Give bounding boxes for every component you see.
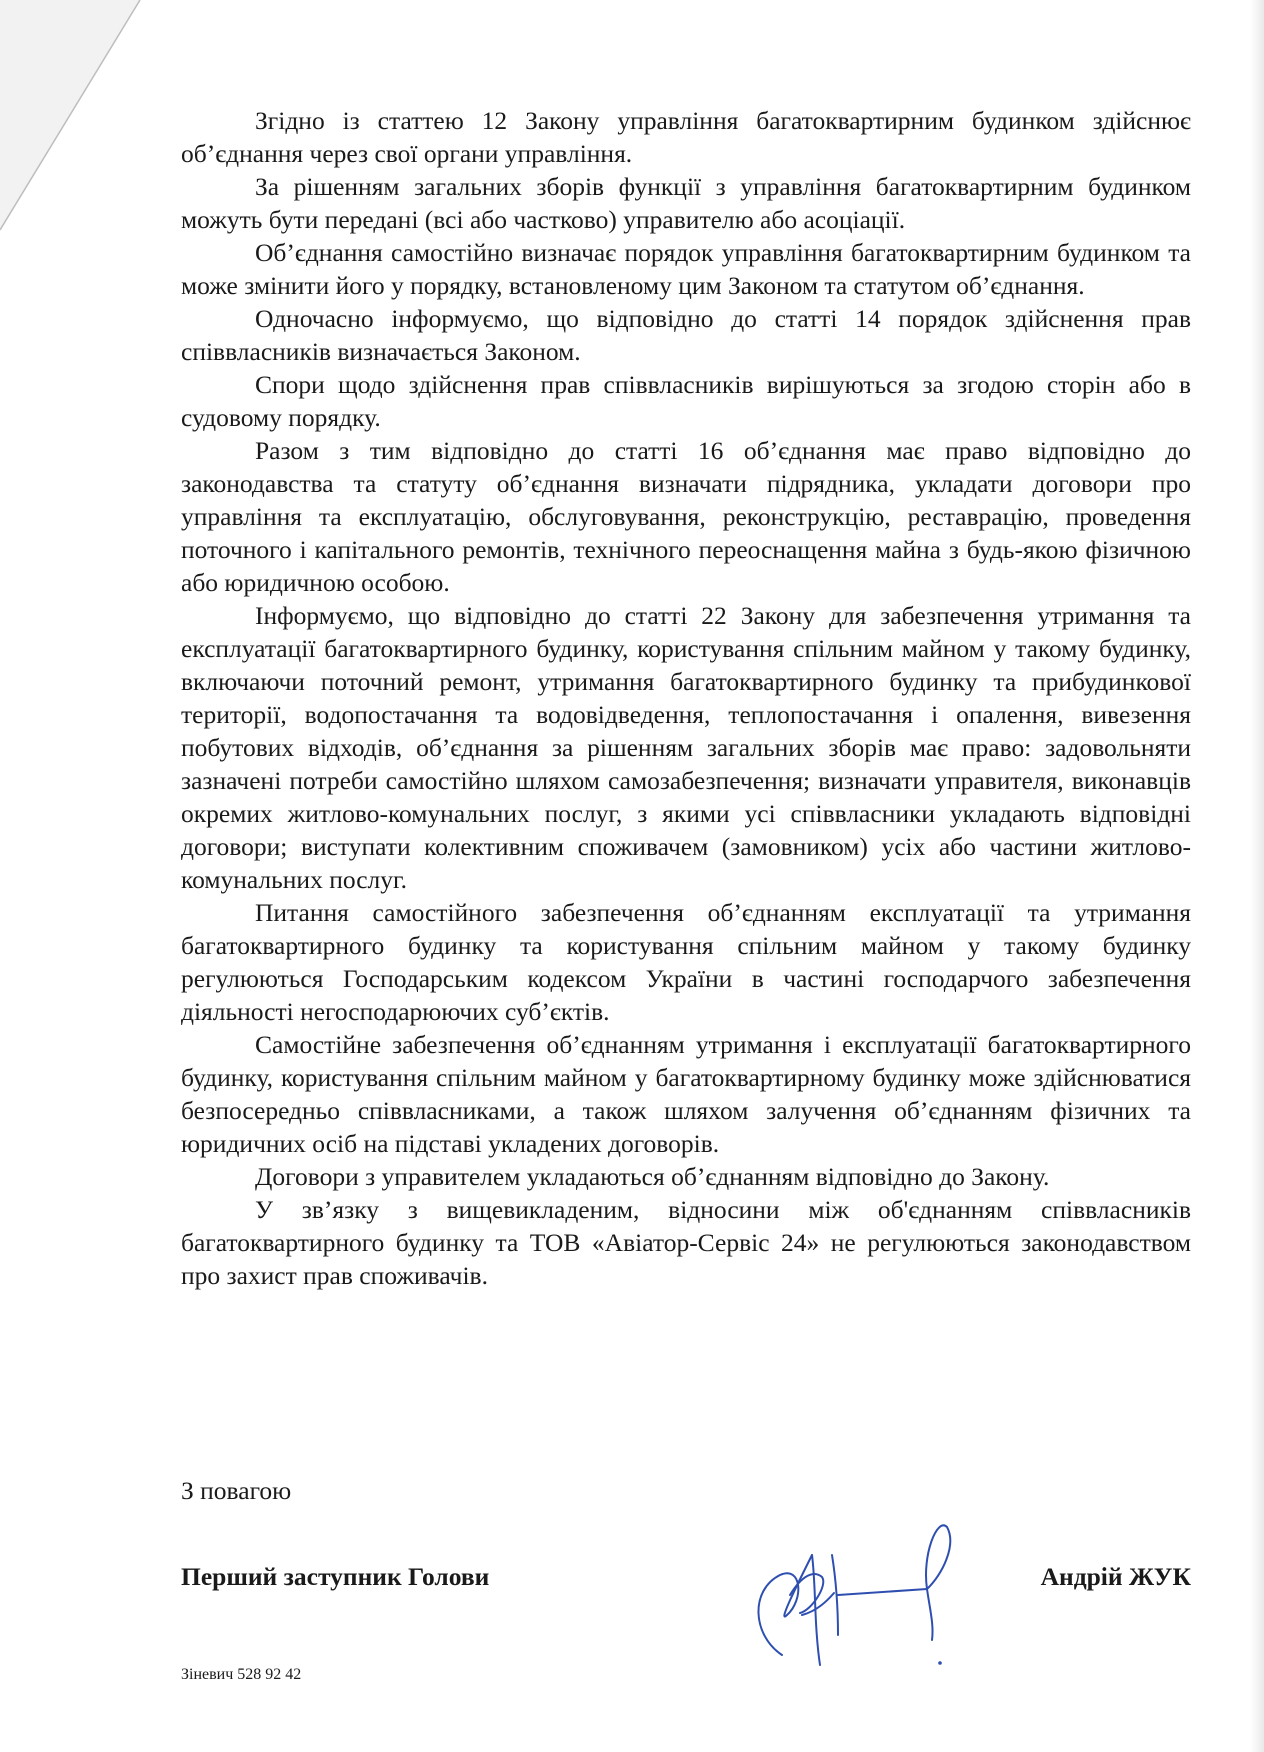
paragraph: За рішенням загальних зборів функції з управління багатоквартирним будинком можуть бути передані (всі або частково) управителю або асоціації. — [181, 172, 1191, 234]
signature-row — [181, 1550, 1191, 1610]
letter-body — [181, 104, 1191, 1292]
paragraph: Разом з тим відповідно до статті 16 об’єднання має право відповідно до законодавства та статуту об’єднання визначати підрядника, укладати договори про управління та експлуатацію, обслуговування, реконструкцію, реставрацію, проведення поточного і капітального ремонтів, технічного переоснащення майна з будь-якою фізичною або юридичною особою. — [181, 436, 1191, 597]
executor-contact: Зіневич 528 92 42 — [181, 1666, 302, 1683]
page-fold-corner — [0, 0, 160, 260]
signer-name: Андрій ЖУК — [1040, 1562, 1191, 1591]
paragraph: Спори щодо здійснення прав співвласників вирішуються за згодою сторін або в судовому порядку. — [181, 370, 1191, 432]
paragraph: Договори з управителем укладаються об’єднанням відповідно до Закону. — [255, 1162, 1050, 1191]
scan-right-edge — [1250, 0, 1264, 1752]
paragraph: Згідно із статтею 12 Закону управління багатоквартирним будинком здійснює об’єднання через свої органи управління. — [181, 106, 1191, 168]
paragraph: Питання самостійного забезпечення об’єднанням експлуатації та утримання багатоквартирного будинку та користування спільним майном у такому будинку регулюються Господарським кодексом України в частині господарчого забезпечення діяльності негосподарюючих суб’єктів. — [181, 898, 1191, 1026]
signer-title: Перший заступник Голови — [181, 1562, 490, 1591]
handwritten-signature — [742, 1515, 972, 1675]
paragraph: Об’єднання самостійно визначає порядок управління багатоквартирним будинком та може змінити його у порядку, встановленому цим Законом та статутом об’єднання. — [181, 238, 1191, 300]
paragraph: Одночасно інформуємо, що відповідно до статті 14 порядок здійснення прав співвласників визначається Законом. — [181, 304, 1191, 366]
paragraph: Самостійне забезпечення об’єднанням утримання і експлуатації багатоквартирного будинку, користування спільним майном у багатоквартирному будинку може здійснюватися безпосередньо співвласниками, а також шляхом залучення об’єднанням фізичних та юридичних осіб на підставі укладених договорів. — [181, 1030, 1191, 1158]
closing-salutation: З повагою — [181, 1476, 292, 1505]
paragraph: Інформуємо, що відповідно до статті 22 Закону для забезпечення утримання та експлуатації багатоквартирного будинку, користування спільним майном у такому будинку, включаючи поточний ремонт, утримання багатоквартирного будинку та прибудинкової території, водопостачання та водовідведення, теплопостачання і опалення, вивезення побутових відходів, об’єднання за рішенням загальних зборів має право: задовольняти зазначені потреби самостійно шляхом самозабезпечення; визначати управителя, виконавців окремих житлово-комунальних послуг, з якими усі співвласники укладають відповідні договори; виступати колективним споживачем (замовником) усіх або частини житлово-комунальних послуг. — [181, 601, 1191, 894]
paragraph: У зв’язку з вищевикладеним, відносини між об'єднанням співвласників багатоквартирного будинку та ТОВ «Авіатор-Сервіс 24» не регулюються законодавством про захист прав споживачів. — [181, 1195, 1191, 1290]
